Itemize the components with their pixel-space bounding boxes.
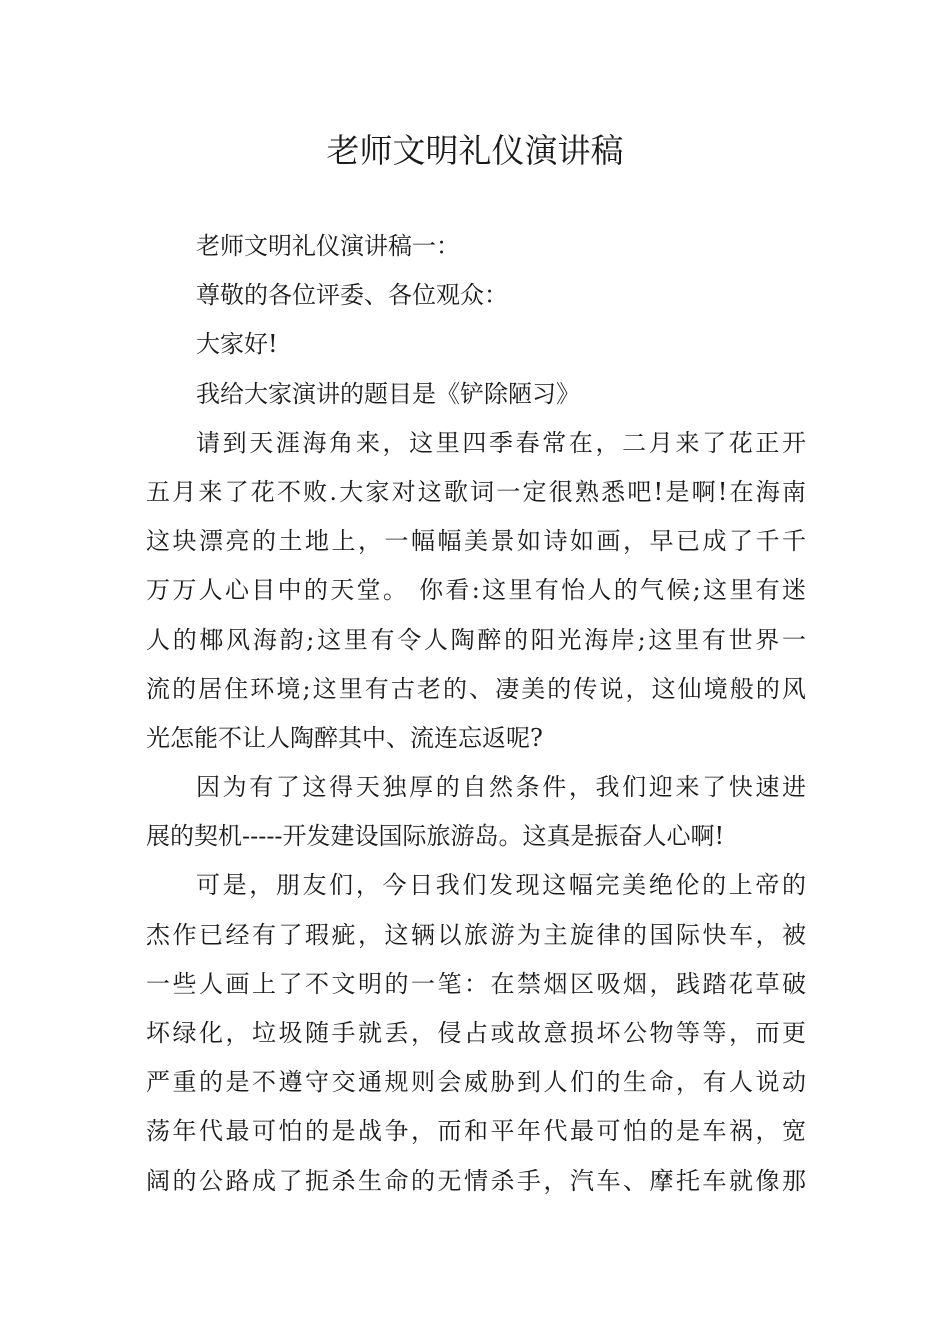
paragraph-line: 流的居住环境;这里有古老的、凄美的传说，这仙境般的风	[146, 674, 806, 703]
paragraph-line: 光怎能不让人陶醉其中、流连忘返呢?	[146, 723, 543, 752]
paragraph-line: 请到天涯海角来，这里四季春常在，二月来了花正开	[196, 428, 806, 457]
paragraph-line: 万万人心目中的天堂。 你看:这里有怡人的气候;这里有迷	[146, 576, 806, 605]
paragraph-line: 展的契机-----开发建设国际旅游岛。这真是振奋人心啊!	[146, 822, 725, 851]
paragraph-line: 坏绿化，垃圾随手就丢，侵占或故意损坏公物等等，而更	[146, 1019, 806, 1047]
greeting: 大家好!	[196, 330, 278, 359]
paragraph-line: 一些人画上了不文明的一笔：在禁烟区吸烟，践踏花草破	[146, 969, 806, 998]
speech-topic: 我给大家演讲的题目是《铲除陋习》	[196, 379, 580, 408]
paragraph-line: 杰作已经有了瑕疵，这辆以旅游为主旋律的国际快车，被	[146, 920, 806, 949]
paragraph-line: 因为有了这得天独厚的自然条件，我们迎来了快速进	[196, 773, 806, 802]
paragraph-line: 严重的是不遵守交通规则会威胁到人们的生命，有人说动	[146, 1068, 806, 1097]
paragraph-line: 荡年代最可怕的是战争，而和平年代最可怕的是车祸，宽	[146, 1117, 806, 1146]
paragraph-line: 可是，朋友们，今日我们发现这幅完美绝伦的上帝的	[196, 871, 806, 900]
speech-heading: 老师文明礼仪演讲稿一：	[196, 232, 460, 260]
paragraph-line: 阔的公路成了扼杀生命的无情杀手，汽车、摩托车就像那	[146, 1166, 806, 1195]
salutation: 尊敬的各位评委、各位观众：	[196, 281, 508, 310]
document-title: 老师文明礼仪演讲稿	[326, 131, 624, 170]
paragraph-line: 五月来了花不败.大家对这歌词一定很熟悉吧!是啊!在海南	[146, 477, 806, 506]
paragraph-line: 这块漂亮的土地上，一幅幅美景如诗如画，早已成了千千	[146, 527, 806, 556]
paragraph-line: 人的椰风海韵;这里有令人陶醉的阳光海岸;这里有世界一	[146, 625, 806, 654]
document-body	[146, 222, 806, 1206]
